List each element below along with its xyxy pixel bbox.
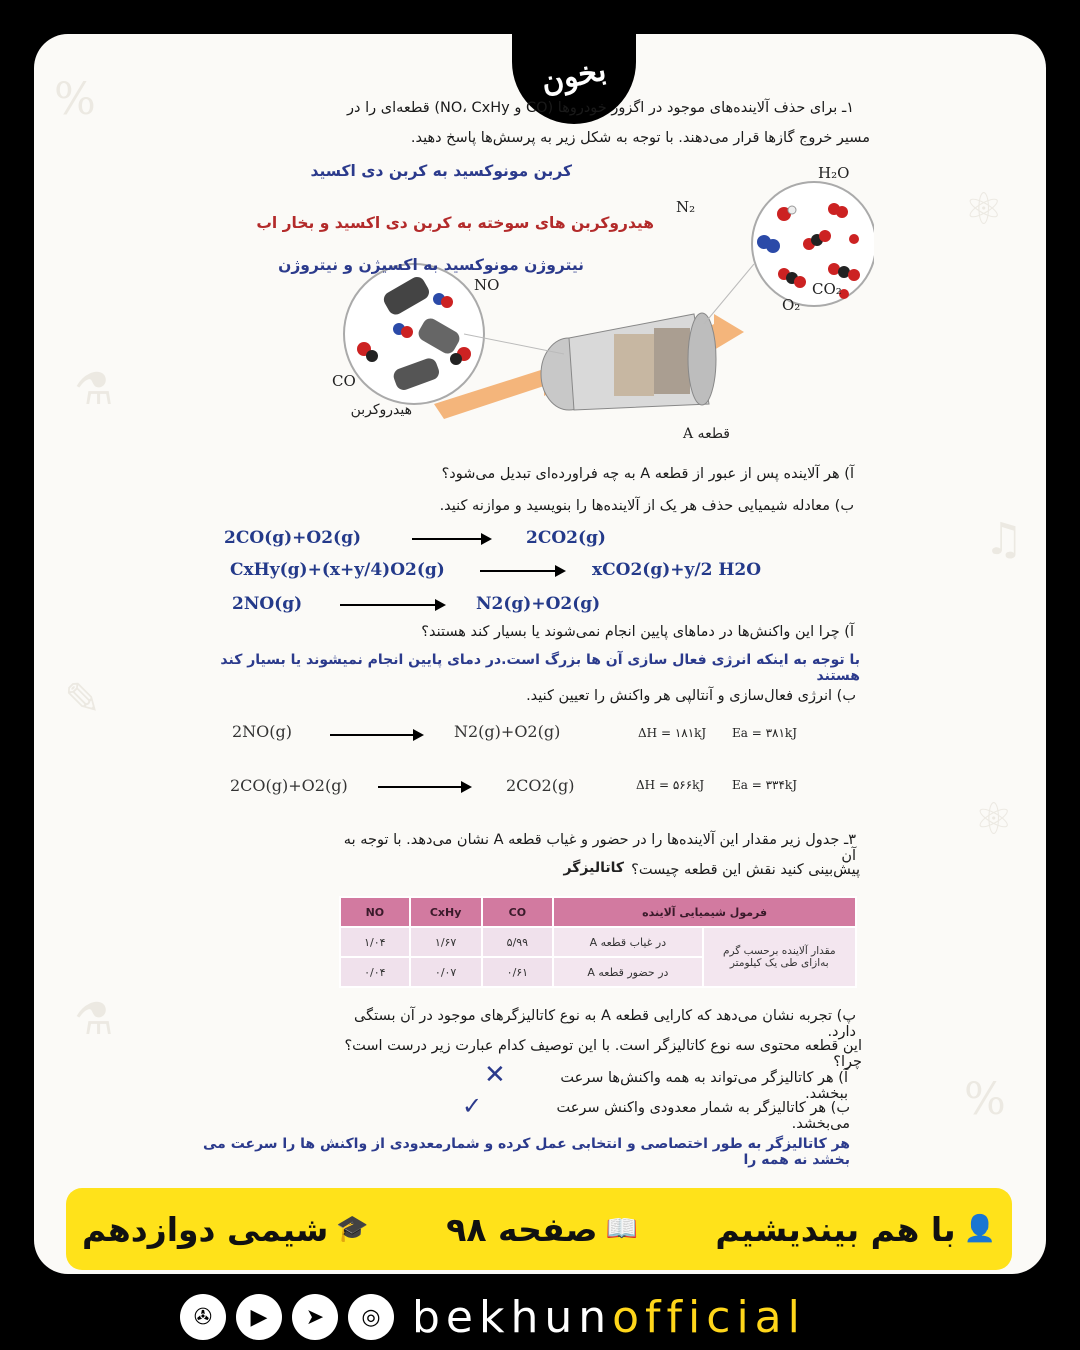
part-c-question: آ) چرا این واکنش‌ها در دماهای پایین انجام نمی‌شوند یا بسیار کند هستند؟ <box>421 624 854 640</box>
footer-page-label: صفحه ۹۸ <box>446 1209 598 1249</box>
film-reel-icon[interactable]: ✇ <box>180 1294 226 1340</box>
question1-line2: مسیر خروج گازها قرار می‌دهند. با توجه به شکل زیر به پرسش‌ها پاسخ دهید. <box>410 130 870 146</box>
energy2-right: 2CO2(g) <box>506 776 575 795</box>
question3-line2: پیش‌بینی کنید نقش این قطعه چیست؟ <box>631 862 860 878</box>
doodle-icon: ⚗ <box>74 994 114 1045</box>
energy1-ea: Ea = ۳۸۱kJ <box>732 726 798 740</box>
label-co2: CO₂ <box>812 280 842 298</box>
book-icon: 📖 <box>605 1214 638 1244</box>
brand-row <box>180 1290 806 1344</box>
note-no-to-n2: نیتروژن مونوکسید به اکسیژن و نیتروژن <box>278 256 584 274</box>
eq2-left: CxHy(g)+(x+y/4)O2(g) <box>230 560 445 580</box>
energy1-dh: ΔH = ۱۸۱kJ <box>638 726 707 740</box>
energy1-left: 2NO(g) <box>232 722 293 741</box>
brand-prefix: bekhun <box>412 1291 613 1343</box>
cell-cxhy-present: ۰/۰۷ <box>410 957 482 987</box>
th-co: CO <box>482 897 554 927</box>
worksheet-card <box>34 34 1046 1274</box>
pollutant-table <box>339 896 857 988</box>
footer-subject <box>82 1210 369 1249</box>
cell-row-label: مقدار آلاینده برحسب گرم به‌ازای طی یک کیلومتر <box>703 927 856 987</box>
cross-mark-icon: ✕ <box>484 1060 506 1090</box>
note-hydrocarbon: هیدروکربن های سوخته به کربن دی اکسید و بخار اب <box>256 214 654 232</box>
energy2-ea: Ea = ۳۳۴kJ <box>732 778 798 792</box>
label-o2: O₂ <box>782 296 801 314</box>
th-no: NO <box>340 897 410 927</box>
th-formula: فرمول شیمیایی آلاینده <box>553 897 856 927</box>
label-part-a: قطعه A <box>682 426 730 442</box>
label-no: NO <box>474 276 500 294</box>
question3-line1: ۳ـ جدول زیر مقدار این آلاینده‌ها را در حضور و غیاب قطعه A نشان می‌دهد. با توجه به آن <box>343 832 856 864</box>
energy1-arrow <box>330 734 422 736</box>
cell-cxhy-absent: ۱/۶۷ <box>410 927 482 957</box>
energy2-left: 2CO(g)+O2(g) <box>230 776 348 795</box>
energy2-arrow <box>378 786 470 788</box>
question3-answer: کاتالیزگر <box>563 860 624 876</box>
doodle-icon: % <box>964 1074 1006 1125</box>
check-mark-icon: ✓ <box>462 1092 483 1120</box>
footer-bar <box>66 1188 1012 1270</box>
energy2-dh: ΔH = ۵۶۶kJ <box>636 778 705 792</box>
label-n2: N₂ <box>676 198 696 216</box>
eq1-arrow <box>412 538 490 540</box>
doodle-icon: ✎ <box>64 674 101 725</box>
cell-no-present: ۰/۰۴ <box>340 957 410 987</box>
footer-topic <box>715 1210 996 1249</box>
part-d-question: ب) انرژی فعال‌سازی و آنتالپی هر واکنش را تعیین کنید. <box>526 688 856 704</box>
part-p-answer: هر کاتالیزگر به طور اختصاصی و انتخابی عمل کرده و شمارمعدودی از واکنش ها را سرعت می بخشد نه همه را <box>202 1136 850 1168</box>
part-p-line2: این قطعه محتوی سه نوع کاتالیزگر است. با این توصیف کدام عبارت زیر درست است؟ چرا؟ <box>344 1038 862 1070</box>
question1-line1: ۱ـ برای حذف آلاینده‌های موجود در اگزوز خودروها (CO و NO، CxHy) قطعه‌ای را در <box>347 100 854 116</box>
footer-page <box>446 1210 638 1249</box>
label-co: CO <box>332 372 356 390</box>
doodle-icon: ⚗ <box>74 364 114 415</box>
instagram-icon[interactable]: ◎ <box>348 1294 394 1340</box>
label-h2o: H₂O <box>818 164 850 182</box>
doodle-icon: ⚛ <box>964 184 1004 235</box>
eq3-right: N2(g)+O2(g) <box>476 594 601 614</box>
part-a-question: آ) هر آلاینده پس از عبور از قطعه A به چه فراورده‌ای تبدیل می‌شود؟ <box>441 466 854 482</box>
doodle-icon: % <box>54 74 96 125</box>
eq1-left: 2CO(g)+O2(g) <box>224 528 361 548</box>
cell-co-absent: ۵/۹۹ <box>482 927 554 957</box>
cell-condition-absent: در غیاب قطعه A <box>553 927 702 957</box>
note-co-to-co2: کربن مونوکسید به کربن دی اکسید <box>310 162 572 180</box>
brand-suffix: official <box>612 1291 806 1343</box>
part-p-line1: پ) تجربه نشان می‌دهد که کارایی قطعه A به نوع کاتالیزگرهای موجود در آن بستگی دارد. <box>354 1008 856 1040</box>
brand-name <box>412 1292 806 1343</box>
eq1-right: 2CO2(g) <box>526 528 606 548</box>
footer-subject-label: شیمی دوازدهم <box>82 1209 329 1249</box>
part-b-question: ب) معادله شیمیایی حذف هر یک از آلاینده‌ها را بنویسید و موازنه کنید. <box>439 498 854 514</box>
cell-no-absent: ۱/۰۴ <box>340 927 410 957</box>
graduation-cap-icon: 🎓 <box>336 1214 369 1244</box>
label-hydrocarbon: هیدروکربن <box>350 402 412 418</box>
option-b: ب) هر کاتالیزگر به شمار معدودی واکنش سرعت می‌بخشد. <box>556 1100 850 1132</box>
telegram-icon[interactable]: ➤ <box>292 1294 338 1340</box>
part-c-answer: با توجه به اینکه انرژی فعال سازی آن ها بزرگ است.در دمای پایین انجام نمیشوند یا بسیار کند هستند <box>220 652 860 684</box>
doodle-icon: ♫ <box>984 514 1024 565</box>
eq2-right: xCO2(g)+y/2 H2O <box>592 560 762 580</box>
option-a: آ) هر کاتالیزگر می‌تواند به همه واکنش‌ها سرعت ببخشد. <box>560 1070 848 1102</box>
eq2-arrow <box>480 570 564 572</box>
youtube-icon[interactable]: ▶ <box>236 1294 282 1340</box>
logo-text: بخون <box>538 52 610 100</box>
eq3-left: 2NO(g) <box>232 594 303 614</box>
eq3-arrow <box>340 604 444 606</box>
cell-co-present: ۰/۶۱ <box>482 957 554 987</box>
cell-condition-present: در حضور قطعه A <box>553 957 702 987</box>
doodle-icon: ⚛ <box>974 794 1014 845</box>
teacher-icon: 👤 <box>963 1214 996 1244</box>
footer-topic-label: با هم بیندیشیم <box>715 1209 956 1249</box>
energy1-right: N2(g)+O2(g) <box>454 722 561 741</box>
th-cxhy: CxHy <box>410 897 482 927</box>
